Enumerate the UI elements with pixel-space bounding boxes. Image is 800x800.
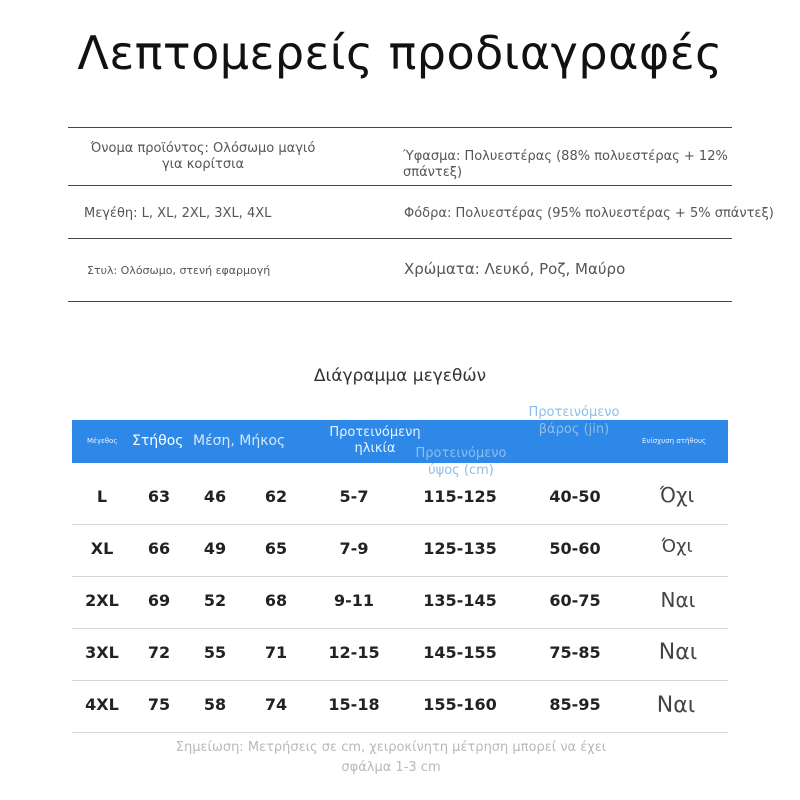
header-age: Προτεινόμενη ηλικία	[329, 425, 421, 456]
spec-sizes: Μεγέθη: L, XL, 2XL, 3XL, 4XL	[84, 206, 272, 221]
page-title: Λεπτομερείς προδιαγραφές	[77, 26, 723, 80]
row-1-chest: 63	[147, 487, 171, 506]
row-4-waist: 55	[203, 643, 227, 662]
header-bust-padding: Ενίσχυση στήθους	[642, 437, 707, 445]
header-weight: Προτεινόμενο βάρος (jin)	[528, 405, 620, 437]
row-4-age: 12-15	[328, 643, 380, 662]
size-chart-title: Διάγραμμα μεγεθών	[313, 366, 487, 386]
header-size: Μέγεθος	[87, 437, 118, 445]
measurement-note: Σημείωση: Μετρήσεις σε cm, χειροκίνητη μέτρηση μπορεί να έχει σφάλμα 1-3 cm	[175, 740, 607, 775]
row-2-size: XL	[90, 539, 114, 558]
header-chest: Στήθος	[132, 433, 184, 449]
row-3-size: 2XL	[85, 591, 119, 610]
spec-rule-1	[68, 185, 732, 186]
row-5-length: 74	[264, 695, 288, 714]
row-3-waist: 52	[203, 591, 227, 610]
spec-rule-2	[68, 238, 732, 239]
row-divider	[72, 732, 728, 733]
row-4-size: 3XL	[85, 643, 119, 662]
row-5-waist: 58	[203, 695, 227, 714]
row-2-height: 125-135	[423, 539, 497, 558]
row-5-weight: 85-95	[549, 695, 601, 714]
row-divider	[72, 680, 728, 681]
row-4-height: 145-155	[423, 643, 497, 662]
row-3-weight: 60-75	[549, 591, 601, 610]
row-1-age: 5-7	[339, 487, 369, 506]
row-3-length: 68	[264, 591, 288, 610]
row-divider	[72, 576, 728, 577]
row-2-chest: 66	[147, 539, 171, 558]
row-2-weight: 50-60	[549, 539, 601, 558]
row-1-weight: 40-50	[549, 487, 601, 506]
row-1-waist: 46	[203, 487, 227, 506]
spec-colors: Χρώματα: Λευκό, Ροζ, Μαύρο	[404, 260, 626, 278]
row-3-padding: Ναι	[660, 588, 696, 612]
row-5-size: 4XL	[85, 695, 119, 714]
spec-top-rule	[68, 127, 732, 128]
row-4-weight: 75-85	[549, 643, 601, 662]
row-1-size: L	[96, 487, 108, 506]
row-5-padding: Ναι	[656, 693, 696, 718]
row-4-chest: 72	[147, 643, 171, 662]
row-1-padding: Όχι	[659, 483, 695, 507]
row-4-length: 71	[264, 643, 288, 662]
spec-product-name: Όνομα προϊόντος: Ολόσωμο μαγιό για κορίτσια	[90, 141, 316, 172]
spec-style: Στυλ: Ολόσωμο, στενή εφαρμογή	[87, 264, 271, 277]
row-1-length: 62	[264, 487, 288, 506]
row-2-waist: 49	[203, 539, 227, 558]
spec-lining: Φόδρα: Πολυεστέρας (95% πολυεστέρας + 5% σπάντεξ)	[404, 206, 774, 221]
header-height: Προτεινόμενο ύψος (cm)	[415, 446, 507, 478]
row-5-height: 155-160	[423, 695, 497, 714]
row-divider	[72, 628, 728, 629]
row-4-padding: Ναι	[658, 640, 698, 665]
header-waist-length: Μέση, Μήκος	[193, 433, 286, 449]
row-3-age: 9-11	[333, 591, 375, 610]
row-2-padding: Όχι	[661, 536, 693, 557]
row-3-height: 135-145	[423, 591, 497, 610]
row-1-height: 115-125	[423, 487, 497, 506]
row-3-chest: 69	[147, 591, 171, 610]
spec-fabric: Ύφασμα: Πολυεστέρας (88% πολυεστέρας + 12% σπάντεξ)	[403, 149, 728, 180]
row-5-chest: 75	[147, 695, 171, 714]
row-2-length: 65	[264, 539, 288, 558]
row-2-age: 7-9	[339, 539, 369, 558]
spec-bottom-rule	[68, 301, 732, 302]
row-5-age: 15-18	[328, 695, 380, 714]
row-divider	[72, 524, 728, 525]
